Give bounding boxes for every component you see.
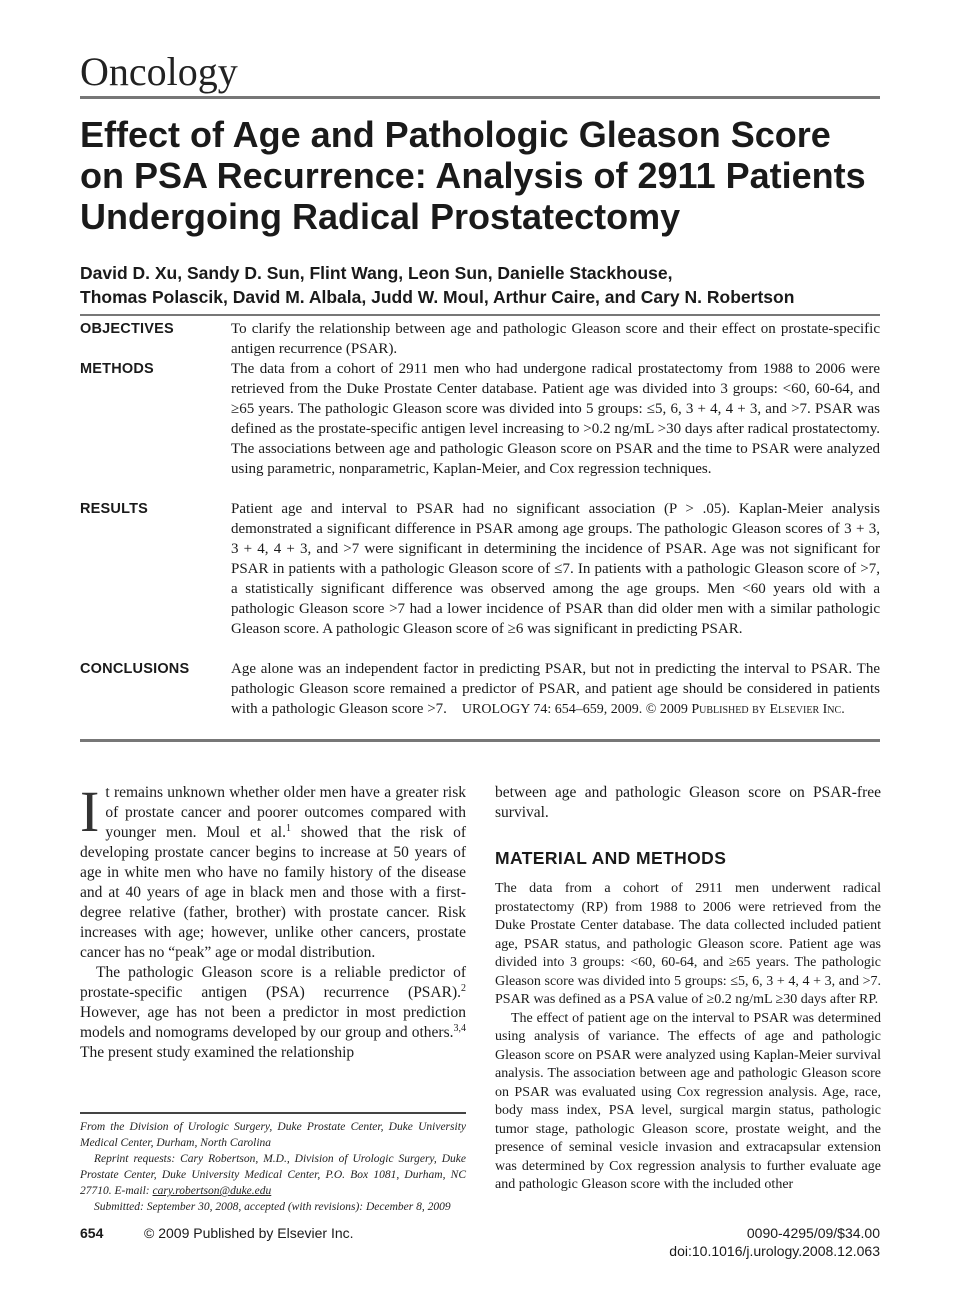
abstract-conclusions-label: CONCLUSIONS [80,661,190,677]
reference-link[interactable]: 3,4 [453,1022,466,1034]
abstract-bottom-rule [80,739,880,742]
doi-link[interactable]: doi:10.1016/j.urology.2008.12.063 [669,1243,880,1259]
author-line: Thomas Polascik, David M. Albala, Judd W. Moul, Arthur Caire, and Cary N. Robertson [80,287,795,307]
body-paragraph [80,963,466,1063]
body-right-column [495,783,881,823]
abstract-results-text: Patient age and interval to PSAR had no significant association (P > .05). Kaplan-Meier analysis demonstrated a significant difference in PSAR among age groups. The pathologic Gleason scores of 3 + 3, 3 + 4, 4 + 3, and >7 were significant in determining the incidence of PSAR. Age was not significant for PSAR in patients with a pathologic Gleason score of ≤7. In patients with a pathologic Gleason score of >7, a statistically significant difference was observed among the age groups. Men <60 years old with a pathologic Gleason score >7 had a lower incidence of PSAR than did older men with a similar pathologic Gleason score. A pathologic Gleason score of ≥6 was significant in predicting PSAR. [231,501,880,637]
methods-paragraph: The effect of patient age on the interval to PSAR was determined using analysis of variance. The effects of age and pathologic Gleason score on PSAR were analyzed using Kaplan-Meier survival analysis. The association between age and pathologic Gleason score on PSAR was evaluated using Cox regression analysis. Age, race, body mass index, PSA level, surgical margin status, pathologic tumor stage, pathologic Gleason score, prostate weight, and the presence of seminal vesicle invasion and extracapsular extension was determined by Cox regression analysis to further evaluate age and pathologic Gleason score with the included other [495,1010,881,1192]
abstract-results-label: RESULTS [80,501,148,517]
submitted-note: Submitted: September 30, 2008, accepted (with revisions): December 8, 2009 [94,1201,451,1213]
email-link[interactable]: cary.robertson@duke.edu [152,1185,272,1197]
drop-cap: I [80,779,100,844]
abstract-methods-text: The data from a cohort of 2911 men who had undergone radical prostatectomy from 1988 to 2006 were retrieved from the Duke Prostate Center database. Patient age was divided into 3 groups: <60, 60-64, and ≥65 years. The pathologic Gleason score was divided into 5 groups: ≤5, 6, 3 + 4, 4 + 3, and >7. PSAR was defined as the prostate-specific antigen level increasing to >0.2 ng/mL >30 days after radical prostatectomy. The associations between age and pathologic Gleason score on PSAR and the time to PSAR were analyzed using parametric, nonparametric, Kaplan-Meier, and Cox regression techniques. [231,361,880,477]
reprint-note [80,1151,466,1199]
abstract-top-rule [80,314,880,316]
reference-link[interactable]: 1 [285,822,291,834]
methods-section [495,880,881,1195]
header-rule [80,96,880,99]
reference-link[interactable]: 2 [461,982,466,994]
intro-text-cont: showed that the risk of developing prostate cancer begins to increase at 50 years of age in white men who have no family history of the disease and at 40 years of age in black men and those with a first-degree relative (father, brother) with prostate cancer. Risk increases with age; however, unlike other cancers, prostate cancer has no “peak” age or modal distribution. [80,824,466,961]
abstract-objectives-text: To clarify the relationship between age and pathologic Gleason score and their effect on prostate-specific antigen recurrence (PSAR). [231,321,880,357]
author-list [80,261,880,309]
footnote-rule [80,1112,466,1114]
article-title: Effect of Age and Pathologic Gleason Score on PSA Recurrence: Analysis of 2911 Patients Undergoing Radical Prostatectomy [80,114,866,237]
affiliation-note: From the Division of Urologic Surgery, Duke Prostate Center, Duke University Medical Center, Durham, North Carolina [80,1121,466,1149]
body-text-cont: The present study examined the relationship [80,1044,355,1061]
intro-text: t remains unknown whether older men have a greater risk of prostate cancer and poorer outcomes compared with younger men. Moul et al. [105,784,466,841]
reprint-text: Reprint requests: Cary Robertson, M.D., Division of Urologic Surgery, Duke Prostate Center, Duke University Medical Center, P.O. Box 1081, Durham, NC 27710. E-mail: [80,1153,466,1197]
body-paragraph: between age and pathologic Gleason score on PSAR-free survival. [495,784,881,821]
page-number: 654 [80,1225,104,1241]
intro-paragraph [80,779,466,963]
methods-paragraph: The data from a cohort of 2911 men underwent radical prostatectomy (RP) from 1988 to 2006 were retrieved from the Duke Prostate Center database. The data collected included patient age, PSAR status, and pathologic Gleason score. Patient age was divided into 3 groups: <60, 60-64, and ≥65 years. The pathologic Gleason score was divided into 5 groups: ≤5, 6, 3 + 4, 4 + 3, and >7. PSAR was defined as a PSA value of ≥0.2 ng/mL ≥30 days after RP. [495,881,881,1007]
footnotes [80,1119,466,1215]
journal-citation: UROLOGY 74: 654–659, 2009. © 2009 Published by Elsevier Inc. [461,702,845,717]
abstract-conclusions-text: Age alone was an independent factor in predicting PSAR, but not in predicting the interval to PSAR. The pathologic Gleason score remained a predictor of PSAR, and patient age should be considered in patients with a pathologic Gleason score >7. [231,661,880,717]
author-line: David D. Xu, Sandy D. Sun, Flint Wang, Leon Sun, Danielle Stackhouse, [80,263,673,283]
issn: 0090-4295/09/$34.00 [746,1225,880,1241]
abstract-conclusions [231,659,880,720]
abstract-objectives-label: OBJECTIVES [80,321,174,337]
abstract-methods-label: METHODS [80,361,154,377]
copyright: © 2009 Published by Elsevier Inc. [144,1225,354,1241]
methods-heading: MATERIAL AND METHODS [495,848,727,868]
body-text: The pathologic Gleason score is a reliable predictor of prostate-specific antigen (PSA) recurrence (PSAR). [80,964,466,1001]
body-text-cont: However, age has not been a predictor in most prediction models and nomograms developed by our group and others. [80,1004,466,1041]
section-label: Oncology [80,49,238,94]
body-left-column [80,779,466,1063]
